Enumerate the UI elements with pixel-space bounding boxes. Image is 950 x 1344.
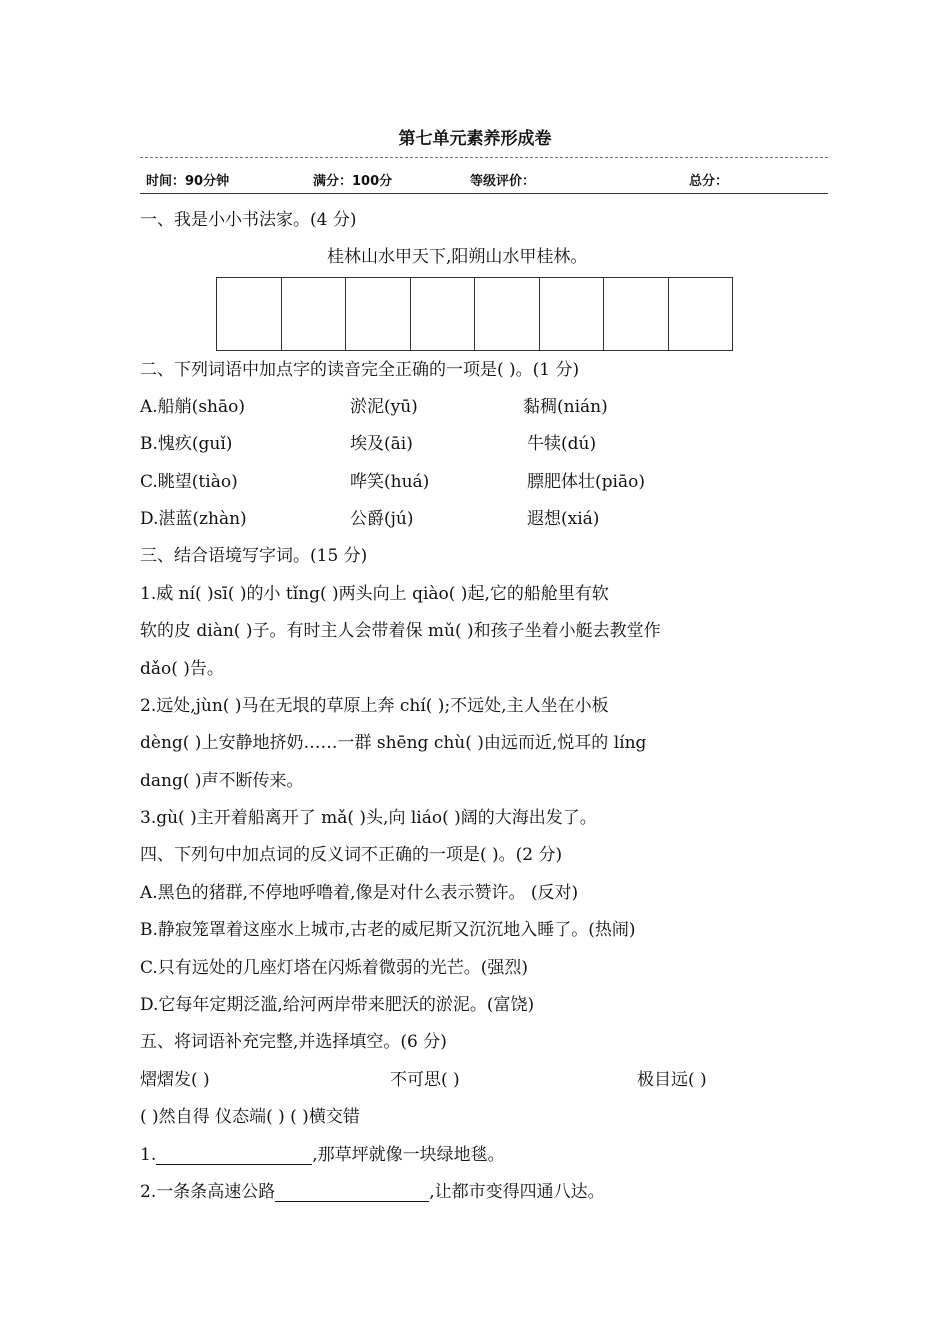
fill-sentence-2 bbox=[140, 1182, 605, 1202]
antonym-option-d: D.它每年定期泛滥,给河两岸带来肥沃的淤泥。(富饶) bbox=[140, 995, 535, 1015]
fill-line: dang( )声不断传来。 bbox=[140, 771, 304, 791]
section1-heading: 一、我是小小书法家。(4 分) bbox=[140, 210, 357, 230]
writing-cell[interactable] bbox=[217, 278, 282, 350]
writing-cell[interactable] bbox=[540, 278, 605, 350]
option-a-word2: 淤泥(yū) bbox=[350, 397, 418, 417]
idiom-row2: ( )然自得 仪态端( ) ( )横交错 bbox=[140, 1107, 360, 1127]
option-c-word2: 哗笑(huá) bbox=[350, 472, 430, 492]
dashed-divider bbox=[140, 157, 828, 158]
idiom-word: 不可思( ) bbox=[390, 1070, 460, 1090]
option-d-word2: 公爵(jú) bbox=[350, 509, 414, 529]
fill-sentence-1-suffix: ,那草坪就像一块绿地毯。 bbox=[312, 1145, 505, 1165]
antonym-option-c: C.只有远处的几座灯塔在闪烁着微弱的光芒。(强烈) bbox=[140, 958, 529, 978]
grade-label: 等级评价： bbox=[470, 174, 536, 189]
fill-sentence-1 bbox=[140, 1145, 505, 1165]
section3-heading: 三、结合语境写字词。(15 分) bbox=[140, 546, 368, 566]
section4-heading: 四、下列句中加点词的反义词不正确的一项是( )。(2 分) bbox=[140, 845, 563, 865]
section5-heading: 五、将词语补充完整,并选择填空。(6 分) bbox=[140, 1032, 447, 1052]
fill-line: 软的皮 diàn( )子。有时主人会带着保 mǔ( )和孩子坐着小艇去教堂作 bbox=[140, 621, 661, 641]
fill-line: 3.gù( )主开着船离开了 mǎ( )头,向 liáo( )阔的大海出发了。 bbox=[140, 808, 597, 828]
answer-blank[interactable] bbox=[156, 1146, 312, 1165]
option-c-word3: 膘肥体壮(piāo) bbox=[527, 472, 645, 492]
fill-sentence-2-suffix: ,让都市变得四通八达。 bbox=[429, 1182, 605, 1202]
section2-heading: 二、下列词语中加点字的读音完全正确的一项是( )。(1 分) bbox=[140, 360, 580, 380]
calligraphy-sentence: 桂林山水甲天下,阳朔山水甲桂林。 bbox=[327, 247, 588, 267]
time-label: 时间：90分钟 bbox=[146, 174, 230, 189]
fill-sentence-1-prefix: 1. bbox=[140, 1145, 157, 1165]
writing-cell[interactable] bbox=[475, 278, 540, 350]
option-a-word3: 黏稠(nián) bbox=[523, 397, 608, 417]
writing-cell[interactable] bbox=[604, 278, 669, 350]
writing-cell[interactable] bbox=[669, 278, 733, 350]
option-c-word1: C.眺望(tiào) bbox=[140, 472, 238, 492]
fill-line: dèng( )上安静地挤奶……一群 shēng chù( )由远而近,悦耳的 líng bbox=[140, 733, 647, 753]
idiom-word: 熠熠发( ) bbox=[140, 1070, 210, 1090]
option-b-word2: 埃及(āi) bbox=[350, 434, 413, 454]
option-d-word3: 遐想(xiá) bbox=[527, 509, 600, 529]
option-b-word1: B.愧疚(guǐ) bbox=[140, 434, 233, 454]
writing-cell[interactable] bbox=[282, 278, 347, 350]
writing-cell[interactable] bbox=[411, 278, 476, 350]
answer-blank[interactable] bbox=[275, 1183, 429, 1202]
total-score-label: 总分： bbox=[689, 174, 729, 189]
option-a-word1: A.船艄(shāo) bbox=[140, 397, 245, 417]
full-score-label: 满分：100分 bbox=[313, 174, 393, 189]
antonym-option-a: A.黑色的猪群,不停地呼噜着,像是对什么表示赞许。 (反对) bbox=[140, 883, 579, 903]
fill-line: 2.远处,jùn( )马在无垠的草原上奔 chí( );不远处,主人坐在小板 bbox=[140, 696, 609, 716]
antonym-option-b: B.静寂笼罩着这座水上城市,古老的威尼斯又沉沉地入睡了。(热闹) bbox=[140, 920, 636, 940]
fill-line: dǎo( )告。 bbox=[140, 659, 224, 679]
fill-sentence-2-prefix: 2.一条条高速公路 bbox=[140, 1182, 276, 1202]
option-b-word3: 牛犊(dú) bbox=[527, 434, 597, 454]
idiom-word: 极目远( ) bbox=[637, 1070, 707, 1090]
writing-grid[interactable] bbox=[216, 277, 733, 351]
option-d-word1: D.湛蓝(zhàn) bbox=[140, 509, 247, 529]
writing-cell[interactable] bbox=[346, 278, 411, 350]
page-title: 第七单元素养形成卷 bbox=[398, 129, 552, 149]
header-divider bbox=[140, 193, 828, 194]
fill-line: 1.威 ní( )sī( )的小 tǐng( )两头向上 qiào( )起,它的船舱里有软 bbox=[140, 584, 609, 604]
